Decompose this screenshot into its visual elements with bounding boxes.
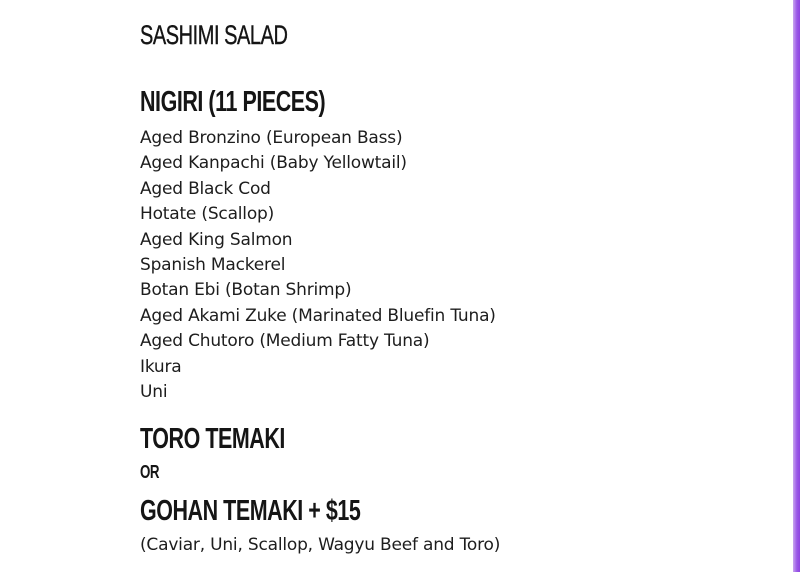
list-item: Aged Black Cod: [140, 178, 271, 199]
spacer: [140, 405, 500, 421]
gohan-temaki-heading: GOHAN TEMAKI + $15: [140, 495, 361, 528]
list-item: Aged Akami Zuke (Marinated Bluefin Tuna): [140, 305, 496, 326]
gohan-temaki-note: (Caviar, Uni, Scallop, Wagyu Beef and Toro): [140, 535, 501, 556]
list-item: Ikura: [140, 356, 182, 377]
nigiri-list: [140, 126, 500, 405]
toro-temaki-heading: TORO TEMAKI: [140, 423, 285, 456]
list-item: Aged Chutoro (Medium Fatty Tuna): [140, 331, 430, 352]
list-item: Aged Kanpachi (Baby Yellowtail): [140, 153, 407, 174]
scrollbar-edge[interactable]: [793, 0, 800, 572]
nigiri-heading: NIGIRI (11 PIECES): [140, 86, 326, 118]
list-item: Botan Ebi (Botan Shrimp): [140, 280, 352, 301]
list-item: Aged King Salmon: [140, 229, 293, 250]
list-item: Hotate (Scallop): [140, 204, 275, 225]
menu-content: [140, 18, 500, 558]
spacer: [140, 483, 500, 493]
or-label: OR: [140, 462, 160, 483]
list-item: Uni: [140, 382, 168, 403]
spacer: [140, 52, 500, 84]
list-item: Aged Bronzino (European Bass): [140, 128, 403, 148]
list-item: Spanish Mackerel: [140, 255, 286, 276]
sashimi-salad-heading: SASHIMI SALAD: [140, 20, 288, 50]
